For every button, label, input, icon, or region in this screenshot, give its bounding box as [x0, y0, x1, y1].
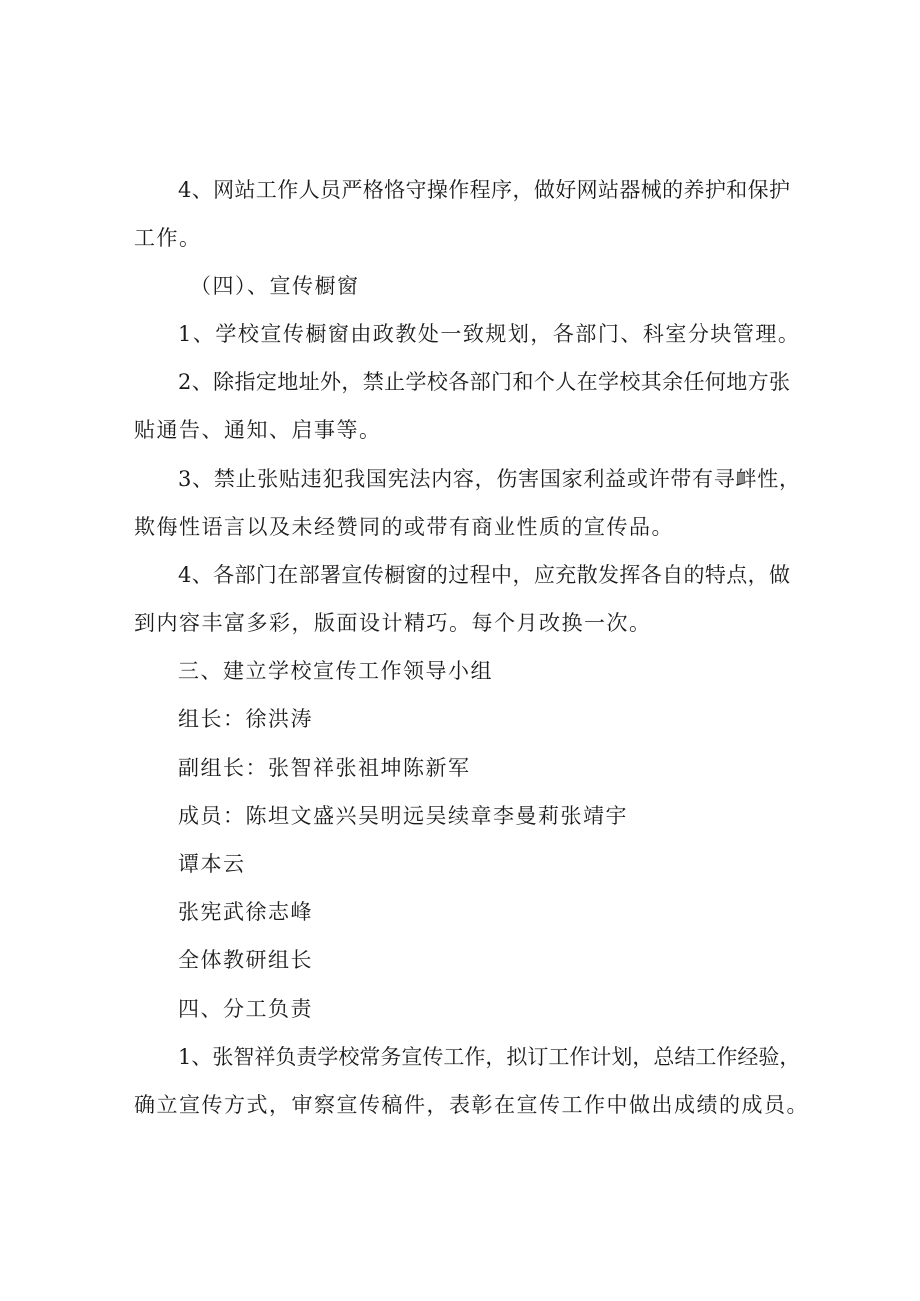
- section-heading: 三、建立学校宣传工作领导小组: [178, 659, 493, 683]
- paragraph-line: 谭本云: [178, 852, 246, 876]
- paragraph-line: 张宪武徐志峰: [178, 900, 313, 924]
- paragraph-line: 全体教研组长: [178, 948, 313, 972]
- paragraph-line: 1、张智祥负责学校常务宣传工作，拟订工作计划，总结工作经验，: [178, 1045, 801, 1069]
- paragraph-line: 欺侮性语言以及未经赞同的或带有商业性质的宣传品。: [134, 515, 674, 539]
- paragraph-line: 4、网站工作人员严格恪守操作程序，做好网站器械的养护和保护: [178, 178, 790, 202]
- section-heading: 四、分工负责: [178, 997, 313, 1021]
- paragraph-line: 到内容丰富多彩，版面设计精巧。每个月改换一次。: [134, 611, 652, 635]
- paragraph-line: 组长：徐洪涛: [178, 707, 313, 731]
- paragraph-line: 2、除指定地址外，禁止学校各部门和个人在学校其余任何地方张: [178, 370, 790, 394]
- paragraph-line: 确立宣传方式，审察宣传稿件，表彰在宣传工作中做出成绩的成员。: [134, 1093, 809, 1117]
- section-heading: （四）、宣传橱窗: [190, 274, 360, 298]
- paragraph-line: 工作。: [134, 226, 202, 250]
- paragraph-line: 贴通告、通知、启事等。: [134, 418, 382, 442]
- paragraph-line: 成员：陈坦文盛兴吴明远吴续章李曼莉张靖宇: [178, 804, 628, 828]
- paragraph-line: 3、禁止张贴违犯我国宪法内容，伤害国家利益或许带有寻衅性，: [178, 467, 800, 491]
- paragraph-line: 4、各部门在部署宣传橱窗的过程中，应充散发挥各自的特点，做: [178, 563, 790, 587]
- paragraph-line: 1、学校宣传橱窗由政教处一致规划，各部门、科室分块管理。: [178, 322, 801, 346]
- paragraph-line: 副组长：张智祥张祖坤陈新军: [178, 756, 471, 780]
